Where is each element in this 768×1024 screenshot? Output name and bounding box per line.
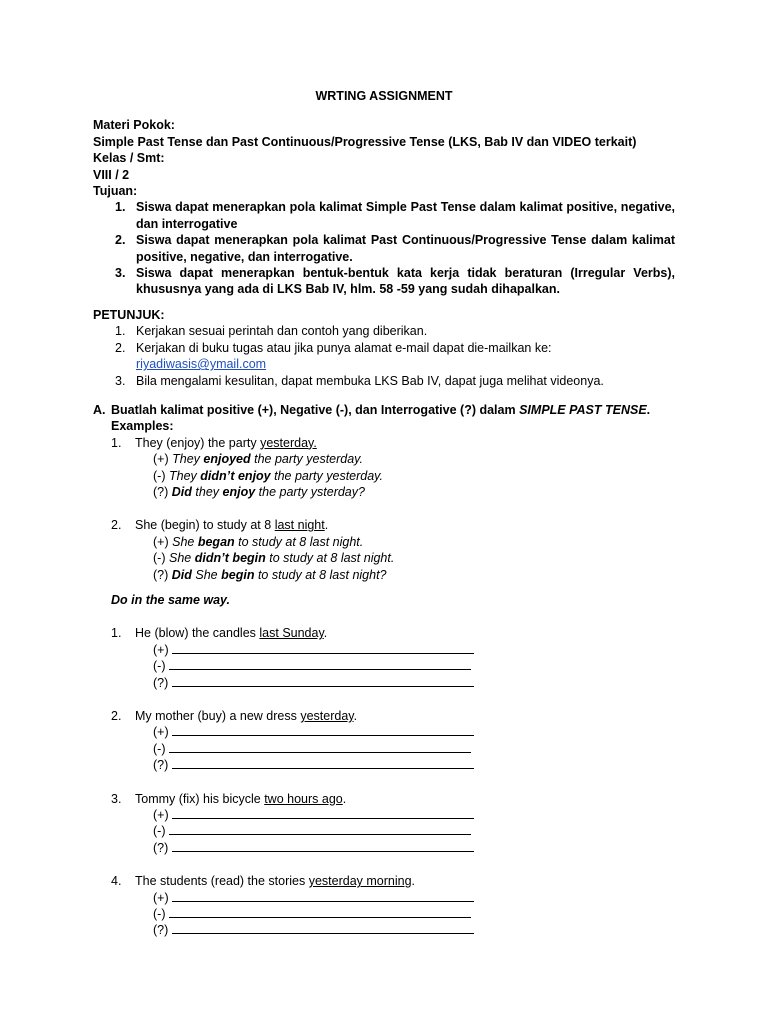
- kelas-label: Kelas / Smt:: [93, 151, 165, 166]
- example-negative: (-) They didn’t enjoy the party yesterday.: [153, 468, 383, 483]
- list-item: [93, 265, 675, 298]
- task-3: [111, 791, 675, 857]
- worksheet-page: [93, 88, 675, 939]
- item-text: Siswa dapat menerapkan pola kalimat Simple Past Tense dalam kalimat positive, negative, dan interrogative: [136, 200, 675, 231]
- example-prompt: 1. They (enjoy) the party yesterday.: [111, 435, 317, 450]
- item-number: 2.: [115, 233, 126, 248]
- item-number: 3.: [115, 373, 126, 388]
- list-item: [93, 232, 675, 265]
- example-2: [111, 517, 675, 583]
- answer-positive[interactable]: (+): [111, 890, 675, 906]
- petunjuk-list: [93, 323, 675, 389]
- example-negative: (-) She didn’t begin to study at 8 last night.: [153, 551, 395, 566]
- example-positive: (+) They enjoyed the party yesterday.: [153, 452, 363, 467]
- list-item: [93, 340, 675, 373]
- tujuan-list: [93, 199, 675, 297]
- item-text: Bila mengalami kesulitan, dapat membuka LKS Bab IV, dapat juga melihat videonya.: [136, 373, 604, 388]
- answer-question[interactable]: (?): [111, 757, 675, 773]
- task-prompt: 1. He (blow) the candles last Sunday.: [111, 626, 328, 641]
- petunjuk-label: PETUNJUK:: [93, 307, 165, 322]
- list-item: [93, 373, 675, 389]
- task-4: [111, 873, 675, 939]
- answer-positive[interactable]: (+): [111, 724, 675, 740]
- item-text: Siswa dapat menerapkan bentuk-bentuk kata kerja tidak beraturan (Irregular Verbs), khususnya yang ada di LKS Bab IV, hlm. 58 -59 yang sudah dihapalkan.: [136, 266, 675, 297]
- item-text-block: [136, 340, 675, 373]
- do-same-label: Do in the same way.: [111, 592, 231, 607]
- tujuan-label: Tujuan:: [93, 184, 138, 199]
- list-item: [93, 199, 675, 232]
- answer-question[interactable]: (?): [111, 922, 675, 938]
- item-number: 3.: [115, 266, 126, 281]
- example-1: [111, 435, 675, 501]
- section-a-header: [93, 402, 675, 418]
- task-1: [111, 625, 675, 691]
- item-number: 1.: [115, 200, 126, 215]
- task-2: [111, 708, 675, 774]
- answer-question[interactable]: (?): [111, 840, 675, 856]
- example-positive: (+) She began to study at 8 last night.: [153, 534, 364, 549]
- answer-negative[interactable]: (-): [111, 906, 675, 922]
- answer-positive[interactable]: (+): [111, 642, 675, 658]
- materi-label: Materi Pokok:: [93, 118, 175, 133]
- task-prompt: 2. My mother (buy) a new dress yesterday.: [111, 709, 358, 723]
- section-letter: A.: [93, 402, 106, 417]
- item-number: 1.: [115, 324, 126, 339]
- item-text: Kerjakan di buku tugas atau jika punya alamat e-mail dapat die-mailkan ke:: [136, 340, 552, 355]
- answer-positive[interactable]: (+): [111, 807, 675, 823]
- example-prompt: 2. She (begin) to study at 8 last night.: [111, 518, 329, 533]
- materi-value: Simple Past Tense dan Past Continuous/Progressive Tense (LKS, Bab IV dan VIDEO terkait): [93, 134, 637, 149]
- section-instruction: Buatlah kalimat positive (+), Negative (-), dan Interrogative (?) dalam SIMPLE PAST TENSE.: [111, 402, 651, 417]
- examples-label: Examples:: [111, 419, 174, 434]
- kelas-value: VIII / 2: [93, 167, 130, 182]
- answer-negative[interactable]: (-): [111, 823, 675, 839]
- task-prompt: 4. The students (read) the stories yesterday morning.: [111, 874, 416, 889]
- example-question: (?) Did they enjoy the party ysterday?: [153, 484, 365, 499]
- example-question: (?) Did She begin to study at 8 last night?: [153, 567, 387, 582]
- answer-negative[interactable]: (-): [111, 658, 675, 674]
- item-number: 2.: [115, 340, 126, 355]
- answer-negative[interactable]: (-): [111, 741, 675, 757]
- email-link[interactable]: riyadiwasis@ymail.com: [136, 357, 267, 372]
- page-title: WRTING ASSIGNMENT: [315, 89, 453, 103]
- item-text: Siswa dapat menerapkan pola kalimat Past Continuous/Progressive Tense dalam kalimat positive, negative, dan interrogative.: [136, 233, 675, 264]
- answer-question[interactable]: (?): [111, 675, 675, 691]
- list-item: [93, 323, 675, 339]
- task-prompt: 3. Tommy (fix) his bicycle two hours ago.: [111, 791, 347, 806]
- item-text: Kerjakan sesuai perintah dan contoh yang diberikan.: [136, 324, 428, 339]
